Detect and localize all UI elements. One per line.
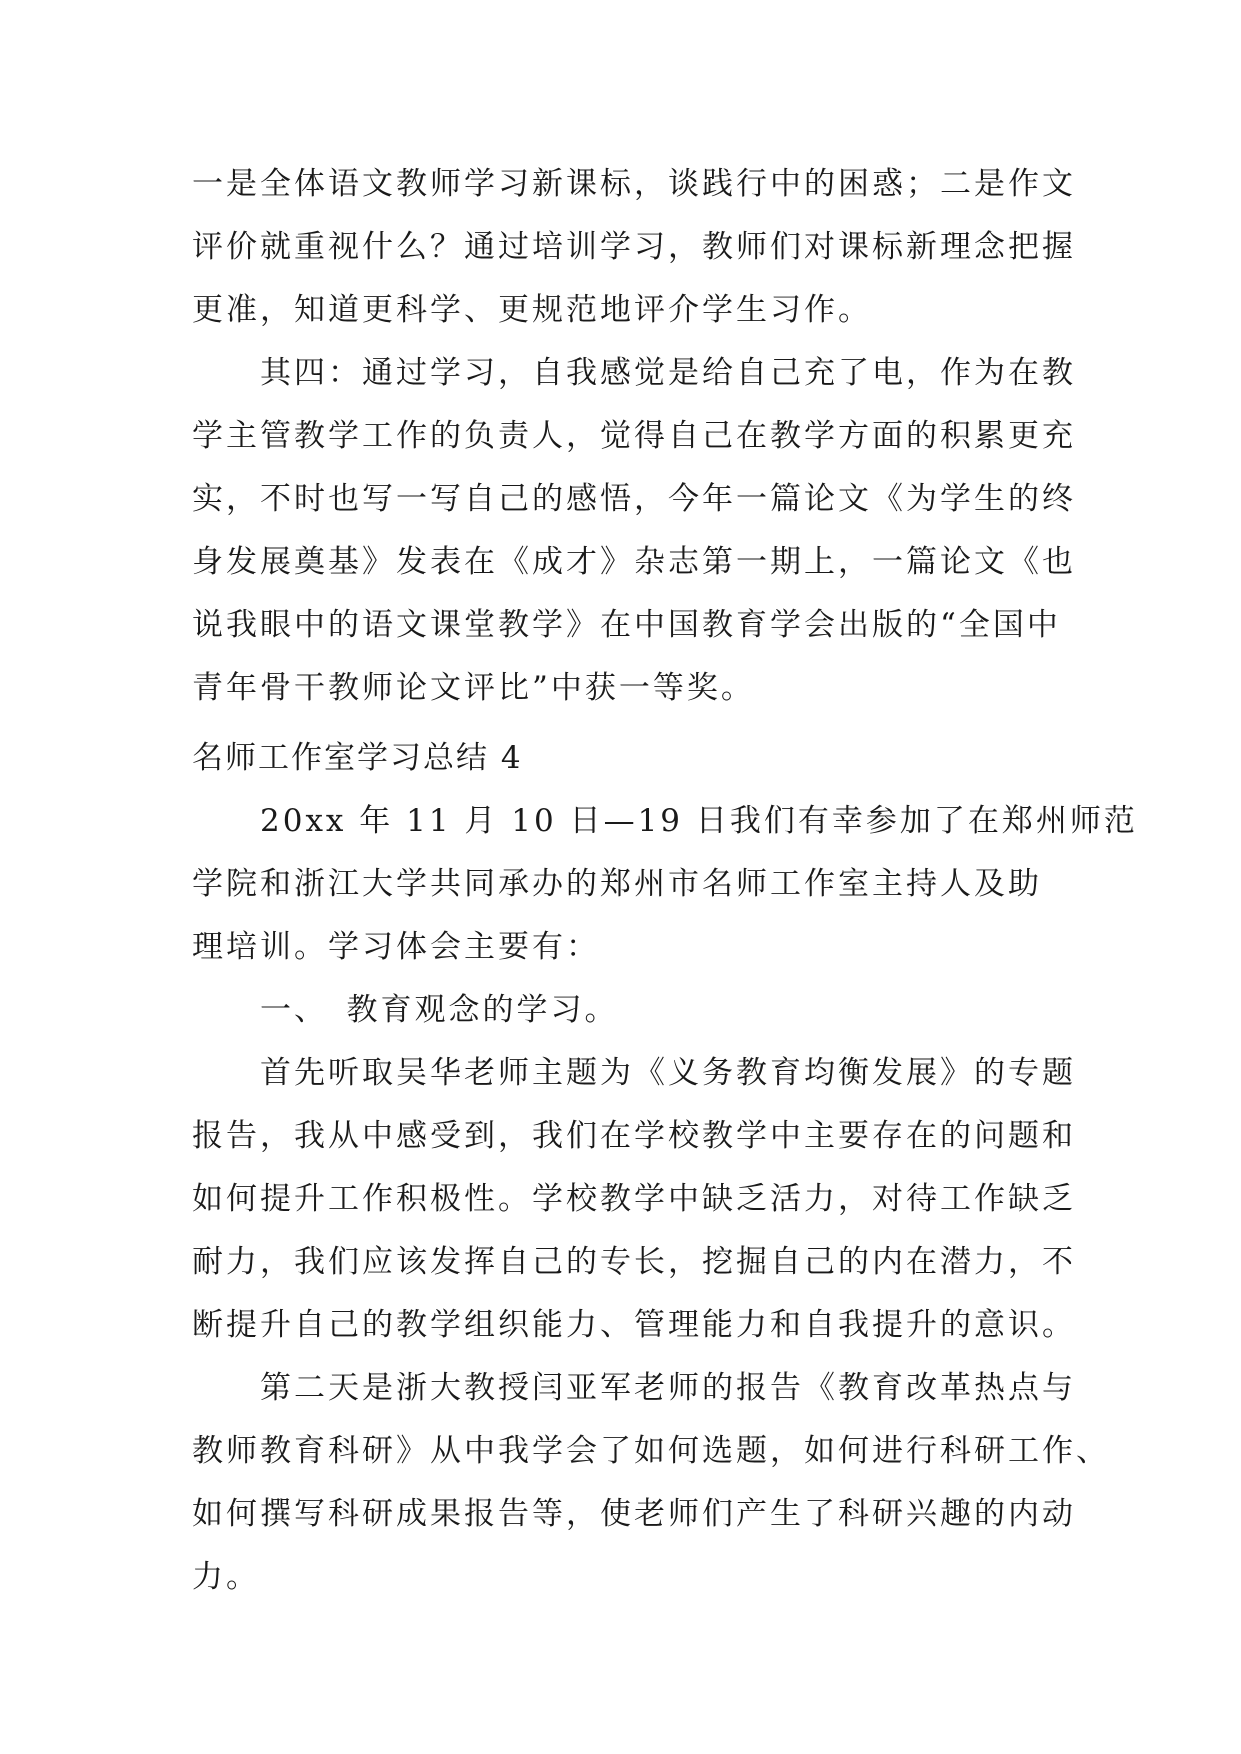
body-text-section-b xyxy=(192,727,1138,1609)
paragraph-line: 身发展奠基》发表在《成才》杂志第一期上，一篇论文《也 xyxy=(192,544,1076,580)
paragraph-line: 学主管教学工作的负责人，觉得自己在教学方面的积累更充 xyxy=(192,418,1076,454)
paragraph-line: 第二天是浙大教授闫亚军老师的报告《教育改革热点与 xyxy=(192,1370,1076,1406)
paragraph-line: 理培训。学习体会主要有： xyxy=(192,929,600,965)
paragraph-line: 实，不时也写一写自己的感悟，今年一篇论文《为学生的终 xyxy=(192,481,1076,517)
paragraph-line: 学院和浙江大学共同承办的郑州市名师工作室主持人及助 xyxy=(192,866,1042,902)
paragraph-line: 一是全体语文教师学习新课标，谈践行中的困惑；二是作文 xyxy=(192,166,1076,202)
paragraph-line: 一、 教育观念的学习。 xyxy=(192,992,619,1028)
paragraph-line: 首先听取吴华老师主题为《义务教育均衡发展》的专题 xyxy=(192,1055,1076,1091)
paragraph-line: 断提升自己的教学组织能力、管理能力和自我提升的意识。 xyxy=(192,1307,1076,1343)
paragraph-line: 说我眼中的语文课堂教学》在中国教育学会出版的“全国中 xyxy=(192,607,1061,643)
paragraph-line: 更准，知道更科学、更规范地评介学生习作。 xyxy=(192,292,872,328)
paragraph-line: 耐力，我们应该发挥自己的专长，挖掘自己的内在潜力，不 xyxy=(192,1244,1076,1280)
paragraph-line: 力。 xyxy=(192,1559,260,1595)
paragraph-line: 20xx 年 11 月 10 日—19 日我们有幸参加了在郑州师范 xyxy=(192,803,1138,839)
paragraph-line: 青年骨干教师论文评比”中获一等奖。 xyxy=(192,670,755,706)
paragraph-line: 其四：通过学习，自我感觉是给自己充了电，作为在教 xyxy=(192,355,1076,391)
section-heading: 名师工作室学习总结 4 xyxy=(192,740,523,776)
paragraph-line: 如何撰写科研成果报告等，使老师们产生了科研兴趣的内动 xyxy=(192,1496,1076,1532)
body-text-section-a xyxy=(192,153,1076,720)
paragraph-line: 教师教育科研》从中我学会了如何选题，如何进行科研工作、 xyxy=(192,1433,1110,1469)
paragraph-line: 报告，我从中感受到，我们在学校教学中主要存在的问题和 xyxy=(192,1118,1076,1154)
paragraph-line: 如何提升工作积极性。学校教学中缺乏活力，对待工作缺乏 xyxy=(192,1181,1076,1217)
paragraph-line: 评价就重视什么？通过培训学习，教师们对课标新理念把握 xyxy=(192,229,1076,265)
